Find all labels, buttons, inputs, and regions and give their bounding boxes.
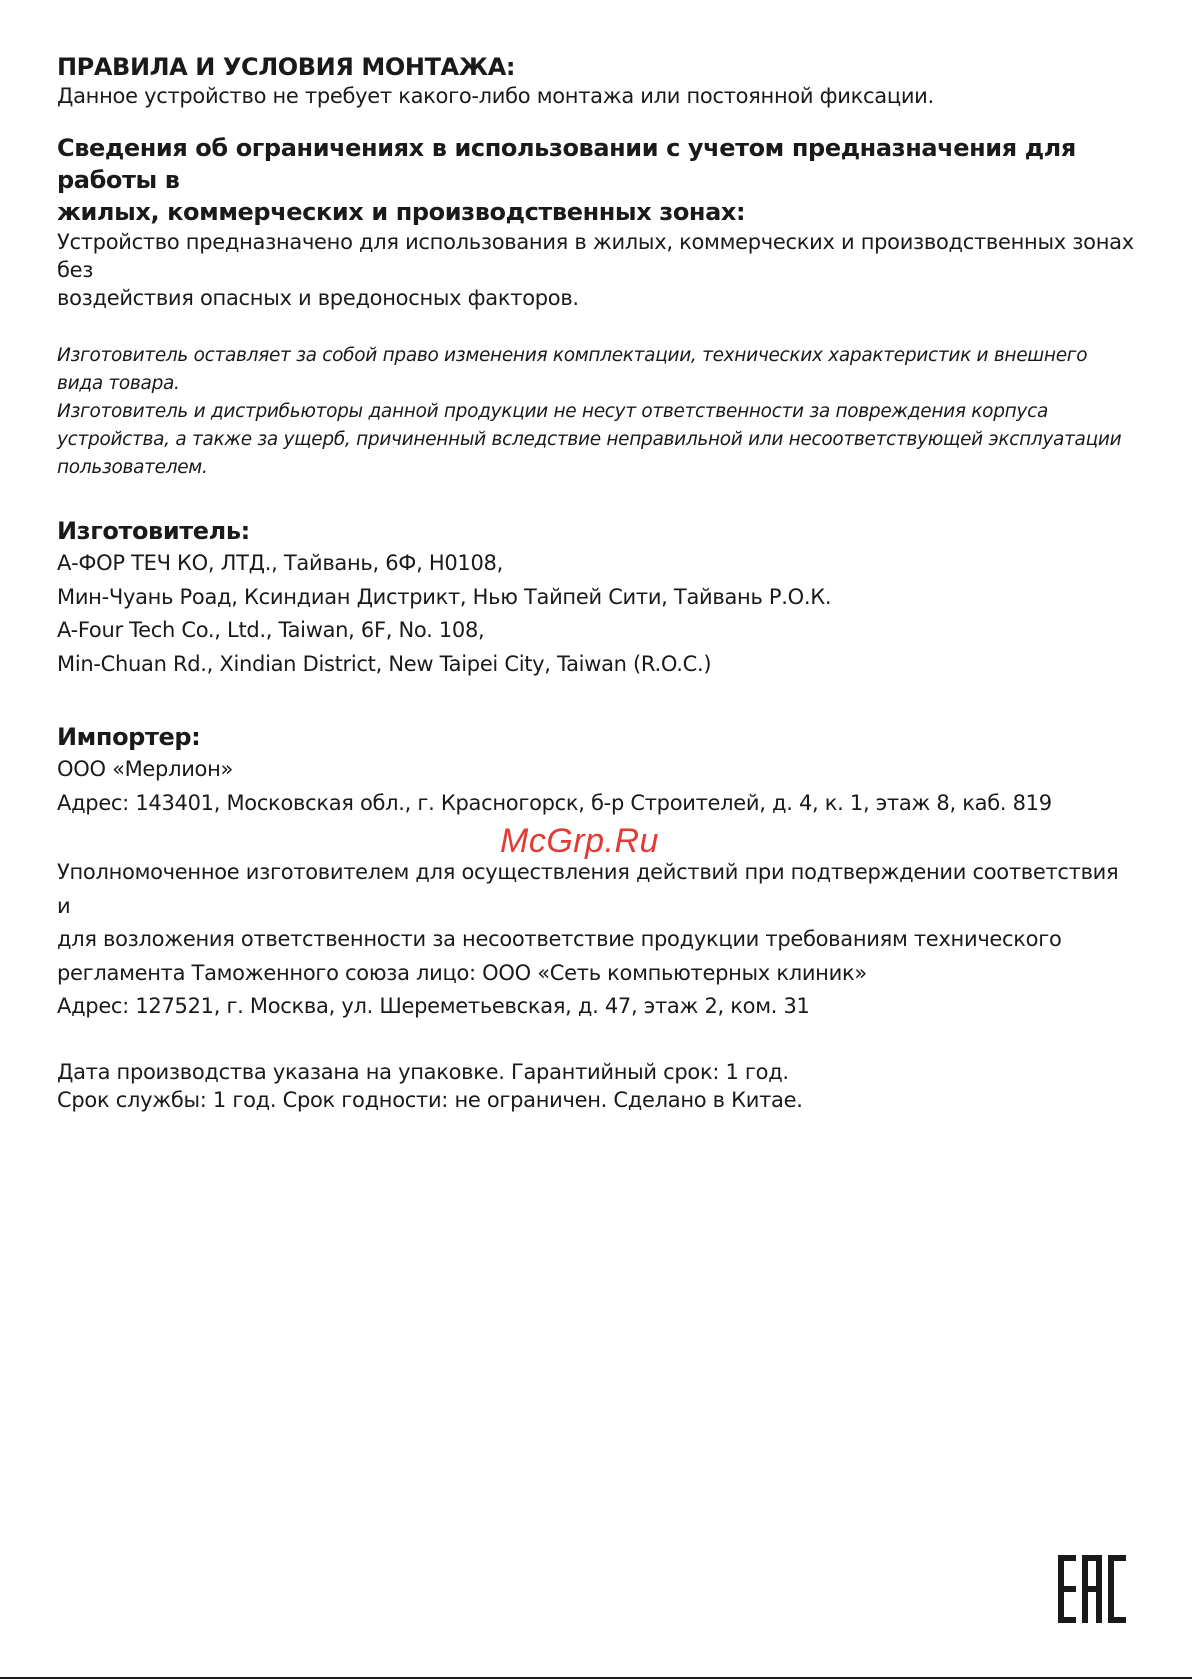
importer-address: Адрес: 143401, Московская обл., г. Красногорск, б-р Строителей, д. 4, к. 1, этаж 8, каб. 819 bbox=[57, 790, 1052, 815]
importer-title: Импортер: bbox=[57, 723, 201, 751]
restrictions-text-line-2: воздействия опасных и вредоносных факторов. bbox=[57, 286, 579, 310]
manufacturer-line-4: Min-Chuan Rd., Xindian District, New Taipei City, Taiwan (R.O.C.) bbox=[57, 651, 712, 676]
restrictions-title-line-2: жилых, коммерческих и производственных зонах: bbox=[57, 198, 746, 226]
manufacturer-line-1: А-ФОР ТЕЧ КО, ЛТД., Тайвань, 6Ф, Н0108, bbox=[57, 551, 503, 575]
manufacturer-line-3: A-Four Tech Co., Ltd., Taiwan, 6F, No. 108, bbox=[57, 618, 485, 642]
importer-section bbox=[57, 721, 1137, 820]
restrictions-title-line-1: Сведения об ограничениях в использовании с учетом предназначения для работы в bbox=[57, 134, 1076, 194]
mounting-text: Данное устройство не требует какого-либо монтажа или постоянной фиксации. bbox=[57, 84, 934, 108]
watermark: McGrp.Ru bbox=[500, 822, 659, 860]
authorized-line-1: Уполномоченное изготовителем для осуществления действий при подтверждении соответствия и bbox=[57, 860, 1119, 918]
authorized-line-2: для возложения ответственности за несоответствие продукции требованиям технического bbox=[57, 927, 1062, 951]
disclaimer-section bbox=[57, 342, 1137, 482]
disclaimer-line-5: пользователем. bbox=[57, 457, 208, 478]
restrictions-section bbox=[57, 132, 1137, 312]
eac-mark-icon bbox=[1058, 1555, 1126, 1623]
disclaimer-line-2: вида товара. bbox=[57, 373, 180, 394]
disclaimer-line-3: Изготовитель и дистрибьюторы данной продукции не несут ответственности за повреждения корпуса bbox=[57, 401, 1048, 422]
disclaimer-line-1: Изготовитель оставляет за собой право изменения комплектации, технических характеристик и внешнего bbox=[57, 345, 1088, 366]
restrictions-text-line-1: Устройство предназначено для использования в жилых, коммерческих и производственных зонах без bbox=[57, 230, 1134, 282]
mounting-title: ПРАВИЛА И УСЛОВИЯ МОНТАЖА: bbox=[57, 53, 516, 81]
manufacturer-section bbox=[57, 515, 1137, 681]
mounting-section bbox=[57, 52, 1137, 110]
manufacturer-title: Изготовитель: bbox=[57, 517, 250, 545]
authorized-section bbox=[57, 856, 1137, 1024]
document-page bbox=[57, 52, 1137, 1114]
authorized-address: Адрес: 127521, г. Москва, ул. Шереметьевская, д. 47, этаж 2, ком. 31 bbox=[57, 994, 810, 1018]
authorized-line-3: регламента Таможенного союза лицо: ООО «Сеть компьютерных клиник» bbox=[57, 960, 867, 985]
importer-line-1: ООО «Мерлион» bbox=[57, 757, 234, 781]
disclaimer-line-4: устройства, а также за ущерб, причиненный вследствие неправильной или несоответствующей эксплуатации bbox=[57, 429, 1122, 450]
dates-section bbox=[57, 1058, 1137, 1114]
dates-line-2: Срок службы: 1 год. Срок годности: не ограничен. Сделано в Китае. bbox=[57, 1087, 803, 1112]
dates-line-1: Дата производства указана на упаковке. Гарантийный срок: 1 год. bbox=[57, 1059, 789, 1084]
manufacturer-line-2: Мин-Чуань Роад, Ксиндиан Дистрикт, Нью Тайпей Сити, Тайвань Р.О.К. bbox=[57, 584, 832, 609]
